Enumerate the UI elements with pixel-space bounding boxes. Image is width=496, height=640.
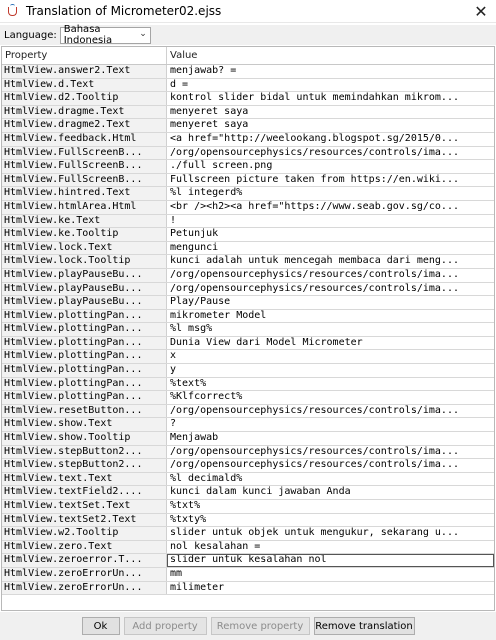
table-row[interactable] xyxy=(2,391,494,405)
table-row[interactable] xyxy=(2,296,494,310)
value-cell[interactable]: /org/opensourcephysics/resources/controls/ima... xyxy=(170,146,459,158)
property-cell: HtmlView.plottingPan... xyxy=(2,378,167,391)
window-title: Translation of Micrometer02.ejss xyxy=(26,4,222,18)
table-row[interactable] xyxy=(2,92,494,106)
property-cell: HtmlView.textField2.... xyxy=(2,486,167,499)
table-row[interactable] xyxy=(2,418,494,432)
table-row[interactable] xyxy=(2,554,494,568)
table-row[interactable] xyxy=(2,446,494,460)
table-row[interactable] xyxy=(2,337,494,351)
value-cell[interactable]: slider untuk objek untuk mengukur, sekarang u... xyxy=(170,527,459,539)
table-row[interactable] xyxy=(2,283,494,297)
property-cell: HtmlView.playPauseBu... xyxy=(2,296,167,309)
property-cell: HtmlView.FullScreenB... xyxy=(2,174,167,187)
table-row[interactable] xyxy=(2,350,494,364)
language-selected-value: Bahasa Indonesia xyxy=(63,24,113,46)
table-row[interactable] xyxy=(2,201,494,215)
value-cell[interactable]: mikrometer Model xyxy=(170,309,267,321)
value-cell[interactable]: Petunjuk xyxy=(170,228,219,240)
table-row[interactable] xyxy=(2,364,494,378)
table-row[interactable] xyxy=(2,323,494,337)
value-cell[interactable]: %l decimald% xyxy=(170,472,243,484)
table-row[interactable] xyxy=(2,541,494,555)
property-cell: HtmlView.lock.Tooltip xyxy=(2,255,167,268)
table-row[interactable] xyxy=(2,106,494,120)
value-cell[interactable]: menjawab? = xyxy=(170,65,237,76)
table-row[interactable] xyxy=(2,79,494,93)
column-header-value[interactable]: Value xyxy=(170,50,198,61)
table-header xyxy=(2,47,494,65)
value-cell[interactable]: Fullscreen picture taken from https://en.wiki... xyxy=(170,173,459,185)
button-bar xyxy=(0,612,496,640)
table-row[interactable] xyxy=(2,432,494,446)
table-row[interactable] xyxy=(2,582,494,596)
property-cell: HtmlView.textSet.Text xyxy=(2,500,167,513)
add-property-button[interactable]: Add property xyxy=(124,617,207,635)
value-cell[interactable]: /org/opensourcephysics/resources/controls/ima... xyxy=(170,459,459,471)
value-cell[interactable]: %l integerd% xyxy=(170,187,243,199)
value-cell[interactable]: Play/Pause xyxy=(170,296,231,308)
ok-button[interactable]: Ok xyxy=(82,617,120,635)
property-cell: HtmlView.plottingPan... xyxy=(2,391,167,404)
value-cell[interactable]: y xyxy=(170,364,177,376)
value-cell[interactable]: mm xyxy=(170,567,183,579)
property-cell: HtmlView.FullScreenB... xyxy=(2,160,167,173)
property-cell: HtmlView.show.Text xyxy=(2,418,167,431)
table-row[interactable] xyxy=(2,405,494,419)
value-cell[interactable]: <a href="http://weelookang.blogspot.sg/2015/0... xyxy=(170,132,459,144)
table-row[interactable] xyxy=(2,473,494,487)
property-cell: HtmlView.htmlArea.Html xyxy=(2,201,167,214)
value-cell[interactable]: mengunci xyxy=(170,241,219,253)
close-icon[interactable]: ✕ xyxy=(474,2,488,21)
value-cell[interactable]: nol kesalahan = xyxy=(170,540,261,552)
table-row[interactable] xyxy=(2,119,494,133)
column-header-property[interactable]: Property xyxy=(2,47,167,64)
value-cell[interactable]: menyeret saya xyxy=(170,105,249,117)
table-row[interactable] xyxy=(2,228,494,242)
value-cell[interactable]: ! xyxy=(170,214,177,226)
property-cell: HtmlView.dragme.Text xyxy=(2,106,167,119)
property-cell: HtmlView.show.Tooltip xyxy=(2,432,167,445)
property-cell: HtmlView.resetButton... xyxy=(2,405,167,418)
property-cell: HtmlView.plottingPan... xyxy=(2,310,167,323)
property-cell: HtmlView.ke.Text xyxy=(2,215,167,228)
property-cell: HtmlView.plottingPan... xyxy=(2,323,167,336)
table-row[interactable] xyxy=(2,133,494,147)
remove-property-button[interactable]: Remove property xyxy=(211,617,310,635)
value-cell[interactable]: <br /><h2><a href="https://www.seab.gov.sg/co... xyxy=(170,200,459,212)
table-row[interactable] xyxy=(2,378,494,392)
value-cell[interactable]: %txt% xyxy=(170,500,201,511)
language-label: Language: xyxy=(4,29,57,41)
translation-table xyxy=(1,46,495,611)
table-row[interactable] xyxy=(2,255,494,269)
property-cell: HtmlView.feedback.Html xyxy=(2,133,167,146)
property-cell: HtmlView.plottingPan... xyxy=(2,350,167,363)
table-row[interactable] xyxy=(2,215,494,229)
property-cell: HtmlView.answer2.Text xyxy=(2,65,167,78)
property-cell: HtmlView.zeroErrorUn... xyxy=(2,568,167,581)
value-cell[interactable]: kunci adalah untuk mencegah membaca dari meng... xyxy=(170,255,459,267)
table-row[interactable] xyxy=(2,486,494,500)
property-cell: HtmlView.textSet2.Text xyxy=(2,514,167,527)
property-cell: HtmlView.FullScreenB... xyxy=(2,147,167,160)
property-cell: HtmlView.d2.Tooltip xyxy=(2,92,167,105)
value-cell[interactable]: %txty% xyxy=(170,513,207,525)
value-cell[interactable]: menyeret saya xyxy=(170,119,249,131)
table-row[interactable] xyxy=(2,187,494,201)
table-row[interactable] xyxy=(2,568,494,582)
property-cell: HtmlView.zero.Text xyxy=(2,541,167,554)
property-cell: HtmlView.w2.Tooltip xyxy=(2,527,167,540)
table-row[interactable] xyxy=(2,310,494,324)
value-cell[interactable]: kunci dalam kunci jawaban Anda xyxy=(170,486,351,498)
property-cell: HtmlView.playPauseBu... xyxy=(2,283,167,296)
property-cell: HtmlView.stepButton2... xyxy=(2,459,167,472)
property-cell: HtmlView.plottingPan... xyxy=(2,337,167,350)
value-cell[interactable]: ? xyxy=(170,418,177,430)
property-cell: HtmlView.text.Text xyxy=(2,473,167,486)
remove-translation-button[interactable]: Remove translation xyxy=(314,617,415,635)
property-cell: HtmlView.playPauseBu... xyxy=(2,269,167,282)
value-cell[interactable]: %text% xyxy=(170,377,207,389)
table-row[interactable] xyxy=(2,459,494,473)
value-cell[interactable]: %l msg% xyxy=(170,323,213,335)
property-cell: HtmlView.stepButton2... xyxy=(2,446,167,459)
property-cell: HtmlView.d.Text xyxy=(2,79,167,92)
value-cell[interactable]: Dunia View dari Model Micrometer xyxy=(170,336,363,348)
property-cell: HtmlView.zeroerror.T... xyxy=(2,554,167,567)
value-cell[interactable]: %Klfcorrect% xyxy=(170,391,243,403)
value-cell[interactable]: /org/opensourcephysics/resources/controls/ima... xyxy=(170,268,459,280)
property-cell: HtmlView.ke.Tooltip xyxy=(2,228,167,241)
table-row[interactable] xyxy=(2,242,494,256)
java-cup-icon xyxy=(6,4,20,18)
value-cell[interactable]: kontrol slider bidal untuk memindahkan mikrom... xyxy=(170,92,459,104)
value-cell[interactable]: milimeter xyxy=(170,581,225,593)
value-cell[interactable]: slider untuk kesalahan nol xyxy=(167,554,494,567)
property-cell: HtmlView.plottingPan... xyxy=(2,364,167,377)
value-cell[interactable]: Menjawab xyxy=(170,432,219,444)
table-row[interactable] xyxy=(2,174,494,188)
chevron-down-icon: ⌄ xyxy=(139,28,147,39)
value-cell[interactable]: x xyxy=(170,350,177,362)
table-row[interactable] xyxy=(2,527,494,541)
table-body xyxy=(2,65,494,595)
table-row[interactable] xyxy=(2,160,494,174)
language-bar xyxy=(0,25,496,45)
table-row[interactable] xyxy=(2,147,494,161)
value-cell[interactable]: ./full screen.png xyxy=(170,160,273,172)
property-cell: HtmlView.hintred.Text xyxy=(2,187,167,200)
table-row[interactable] xyxy=(2,514,494,528)
table-row[interactable] xyxy=(2,500,494,514)
value-cell[interactable]: /org/opensourcephysics/resources/controls/ima... xyxy=(170,404,459,416)
value-cell[interactable]: /org/opensourcephysics/resources/controls/ima... xyxy=(170,282,459,294)
property-cell: HtmlView.zeroErrorUn... xyxy=(2,582,167,595)
table-row[interactable] xyxy=(2,65,494,79)
language-select[interactable] xyxy=(60,24,151,46)
value-cell[interactable]: d = xyxy=(170,78,189,90)
title-bar xyxy=(0,0,496,23)
table-row[interactable] xyxy=(2,269,494,283)
property-cell: HtmlView.dragme2.Text xyxy=(2,119,167,132)
value-cell[interactable]: /org/opensourcephysics/resources/controls/ima... xyxy=(170,445,459,457)
property-cell: HtmlView.lock.Text xyxy=(2,242,167,255)
